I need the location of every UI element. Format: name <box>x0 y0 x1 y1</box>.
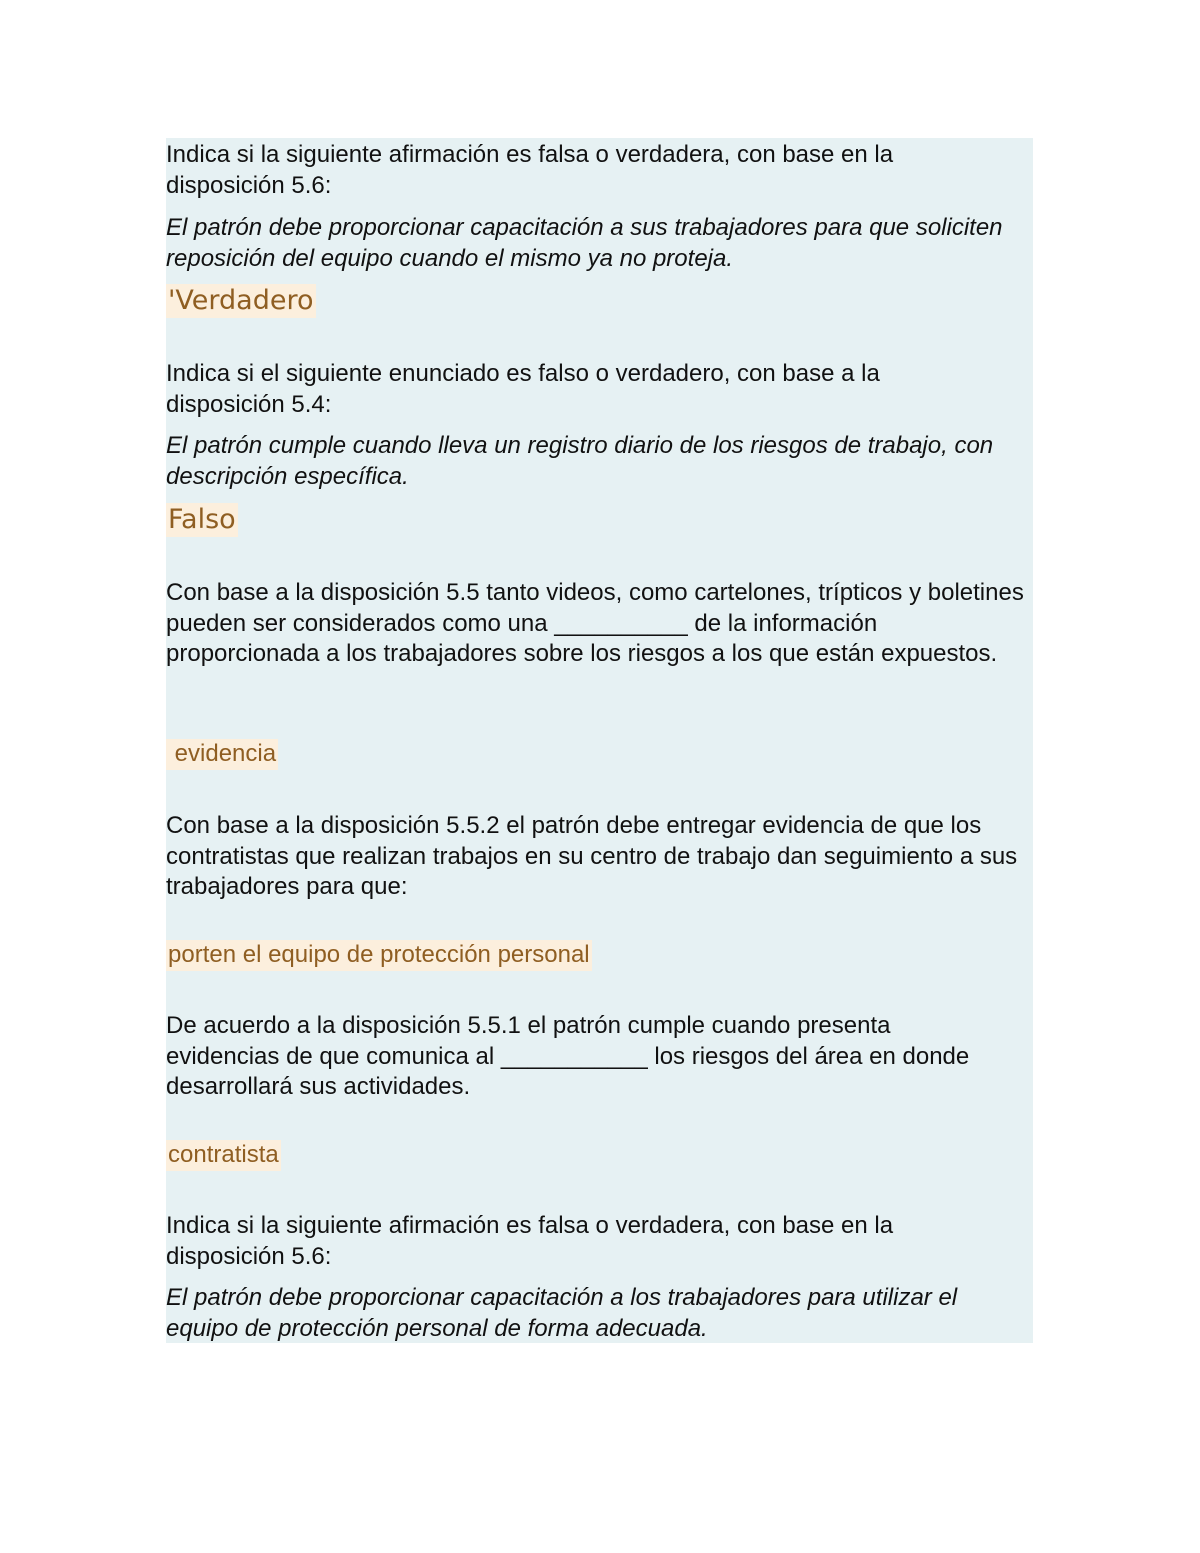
question-5-answer: contratista <box>166 1140 281 1171</box>
question-1-statement: El patrón debe proporcionar capacitación a sus trabajadores para que soliciten reposición del equipo cuando el mismo ya no proteja. <box>166 214 1003 272</box>
question-1-prompt: Indica si la siguiente afirmación es falsa o verdadera, con base en la disposición 5.6: <box>166 141 894 199</box>
question-6-statement: El patrón debe proporcionar capacitación a los trabajadores para utilizar el equipo de protección personal de forma adecuada. <box>166 1284 958 1342</box>
question-2-statement: El patrón cumple cuando lleva un registro diario de los riesgos de trabajo, con descripción específica. <box>166 432 994 490</box>
question-2-prompt: Indica si el siguiente enunciado es falso o verdadero, con base a la disposición 5.4: <box>166 360 880 418</box>
question-4-answer: porten el equipo de protección personal <box>166 940 592 971</box>
question-3-answer: evidencia <box>166 739 278 770</box>
question-5-prompt: De acuerdo a la disposición 5.5.1 el patrón cumple cuando presenta evidencias de que comunica al ___________ los riesgos del área en donde desarrollará sus actividades. <box>166 1012 970 1100</box>
question-1-answer: 'Verdadero <box>168 285 314 316</box>
question-6-prompt: Indica si la siguiente afirmación es falsa o verdadera, con base en la disposición 5.6: <box>166 1212 894 1270</box>
document-content <box>166 138 1033 1343</box>
question-4-prompt: Con base a la disposición 5.5.2 el patrón debe entregar evidencia de que los contratistas que realizan trabajos en su centro de trabajo dan seguimiento a sus trabajadores para que: <box>166 812 1018 900</box>
question-2-answer: Falso <box>168 504 236 535</box>
question-3-prompt: Con base a la disposición 5.5 tanto videos, como cartelones, trípticos y boletines pueden ser considerados como una __________ de la información proporcionada a los trabajadores sobre los riesgos a los que están expuestos. <box>166 579 1024 667</box>
